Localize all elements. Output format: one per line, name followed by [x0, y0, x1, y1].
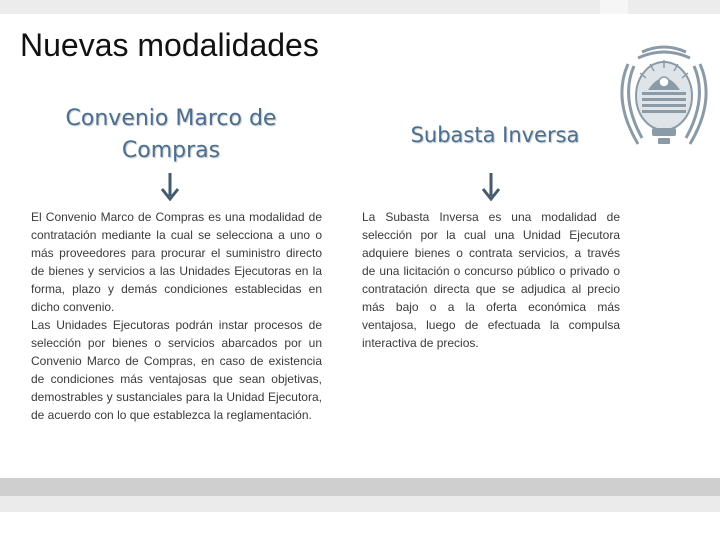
- subasta-inversa-description: [362, 208, 620, 352]
- arrow-down-icon: [480, 172, 502, 202]
- subasta-inversa-paragraph: La Subasta Inversa es una modalidad de selección por la cual una Unidad Ejecutora adquiere bienes o contrata servicios, a través de una licitación o concurso público o privado o contratación directa que se adjudica al precio más bajo o a la oferta económica más ventajosa, luego de efectuada la compulsa interactiva de precios.: [362, 210, 620, 350]
- page-title: Nuevas modalidades: [20, 27, 319, 63]
- top-decorative-bar: [0, 0, 720, 14]
- convenio-marco-paragraph: El Convenio Marco de Compras es una modalidad de contratación mediante la cual se selecciona a uno o más proveedores para procurar el suministro directo de bienes y servicios a las Unidades Ejecutoras en la forma, plazo y demás condiciones establecidas en dicho convenio.: [31, 210, 322, 314]
- convenio-marco-heading: Convenio Marco de Compras: [65, 106, 277, 163]
- convenio-marco-paragraph: Las Unidades Ejecutoras podrán instar procesos de selección por bienes o servicios abarcados por un Convenio Marco de Compras, en caso de existencia de condiciones más ventajosas que sean objetivas, demostrables y sustanciales para la Unidad Ejecutora, de acuerdo con lo que establezca la reglamentación.: [31, 318, 322, 422]
- arrow-down-icon: [159, 172, 181, 202]
- provincial-emblem-icon: [612, 38, 716, 158]
- convenio-marco-description: [31, 208, 322, 424]
- top-bar-corner: [600, 0, 628, 14]
- subasta-inversa-heading: Subasta Inversa: [410, 123, 580, 147]
- bottom-decorative-bar-light: [0, 496, 720, 512]
- bottom-decorative-bar: [0, 478, 720, 496]
